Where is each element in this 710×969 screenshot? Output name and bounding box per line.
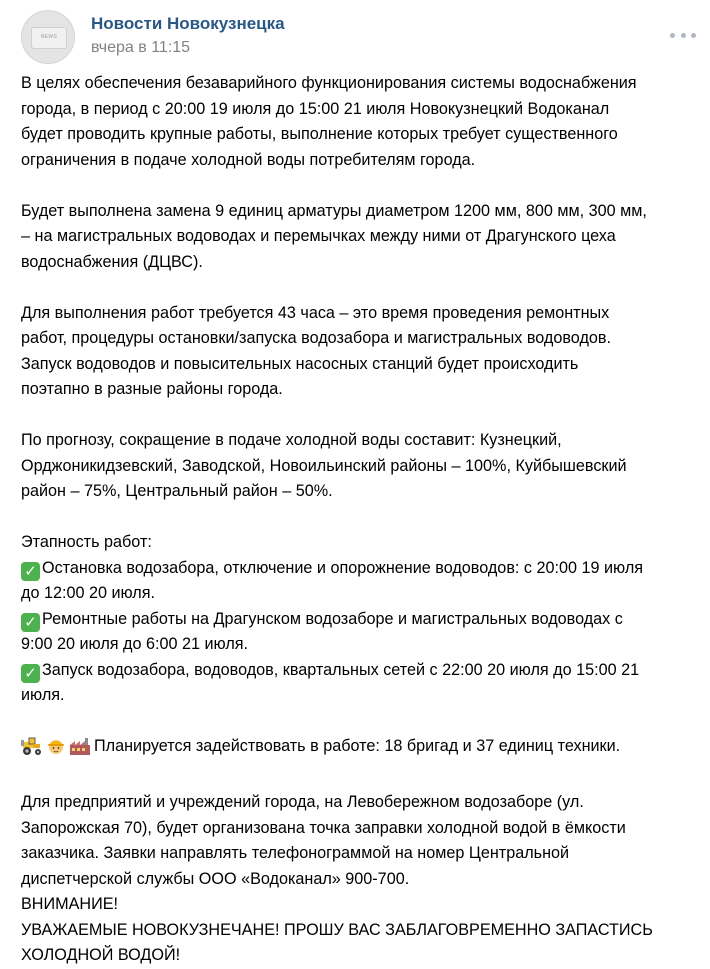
check-mark-icon: ✓ [21,613,40,632]
stage-text-cont: июля. [21,686,65,704]
text-line: – на магистральных водоводах и перемычках между ними от Драгунского цеха [21,227,616,245]
resources-text: Планируется задействовать в работе: 18 бригад и 37 единиц техники. [94,737,621,755]
text-line: Будет выполнена замена 9 единиц арматуры диаметром 1200 мм, 800 мм, 300 мм, [21,201,647,220]
check-mark-icon: ✓ [21,562,40,581]
text-line: водоснабжения (ДЦВС). [21,252,203,271]
text-line: ограничения в подаче холодной воды потребителям города. [21,150,476,169]
text-line: Для предприятий и учреждений города, на Левобережном водозаборе (ул. [21,793,584,811]
text-line: работ, процедуры остановки/запуска водозабора и магистральных водоводов. [21,329,611,347]
construction-worker-icon [46,736,66,765]
dot [691,33,696,38]
stage-text-cont: до 12:00 20 июля. [21,584,155,602]
paragraph-enterprises [21,790,706,969]
more-dots-icon[interactable] [670,26,696,44]
text-line: Орджоникидзевский, Заводской, Новоильинский районы – 100%, Куйбышевский [21,456,627,475]
stage-text-cont: 9:00 20 июля до 6:00 21 июля. [21,635,249,653]
stage-text: Ремонтные работы на Драгунском водозаборе и магистральных водоводах с [42,609,623,628]
stage-item [21,607,706,633]
avatar-logo [31,27,67,49]
appeal-line: УВАЖАЕМЫЕ НОВОКУЗНЕЧАНЕ! ПРОШУ ВАС ЗАБЛАГОВРЕМЕННО ЗАПАСТИСЬ [21,920,653,939]
paragraph-replacement [21,199,706,276]
text-line: По прогнозу, сокращение в подаче холодной воды составит: Кузнецкий, [21,431,562,449]
paragraph-intro [21,71,706,173]
text-line: район – 75%, Центральный район – 50%. [21,482,333,500]
stage-text: Запуск водозабора, водоводов, квартальных сетей с 22:00 20 июля до 15:00 21 [42,660,640,679]
resources-line [21,734,706,765]
paragraph-forecast [21,428,706,505]
avatar[interactable] [21,10,75,64]
dot [681,33,686,38]
paragraph-resources [21,734,706,765]
post-text [21,71,706,969]
text-line: Запуск водоводов и повысительных насосных станций будет происходить [21,354,579,373]
text-line: В целях обеспечения безаварийного функционирования системы водоснабжения [21,74,637,92]
avatar-logo-text: NEWS [40,34,58,40]
text-line: будет проводить крупные работы, выполнение которых требует существенного [21,125,618,143]
stage-item [21,658,706,684]
text-line: заказчика. Заявки направлять телефонограммой на номер Центральной [21,844,570,862]
paragraph-stages [21,530,706,709]
text-line: города, в период с 20:00 19 июля до 15:00 21 июля Новокузнецкий Водоканал [21,99,610,118]
stages-title: Этапность работ: [21,533,152,551]
author-name-link[interactable]: Новости Новокузнецка [91,14,285,33]
text-line: поэтапно в разные районы города. [21,380,283,398]
text-line: Для выполнения работ требуется 43 часа – это время проведения ремонтных [21,303,610,322]
dot [670,33,675,38]
paragraph-duration [21,301,706,403]
appeal-line: ХОЛОДНОЙ ВОДОЙ! [21,946,181,964]
factory-icon [69,736,91,765]
post-time-link[interactable]: вчера в 11:15 [91,39,191,56]
text-line: диспетчерской службы ООО «Водоканал» 900-700. [21,869,410,888]
stage-text: Остановка водозабора, отключение и опорожнение водоводов: с 20:00 19 июля [42,558,644,577]
stage-item [21,556,706,582]
post-header [0,0,710,70]
text-line: Запорожская 70), будет организована точка заправки холодной водой в ёмкости [21,818,626,837]
attention-line: ВНИМАНИЕ! [21,895,119,913]
check-mark-icon: ✓ [21,664,40,683]
tractor-icon [21,736,43,765]
